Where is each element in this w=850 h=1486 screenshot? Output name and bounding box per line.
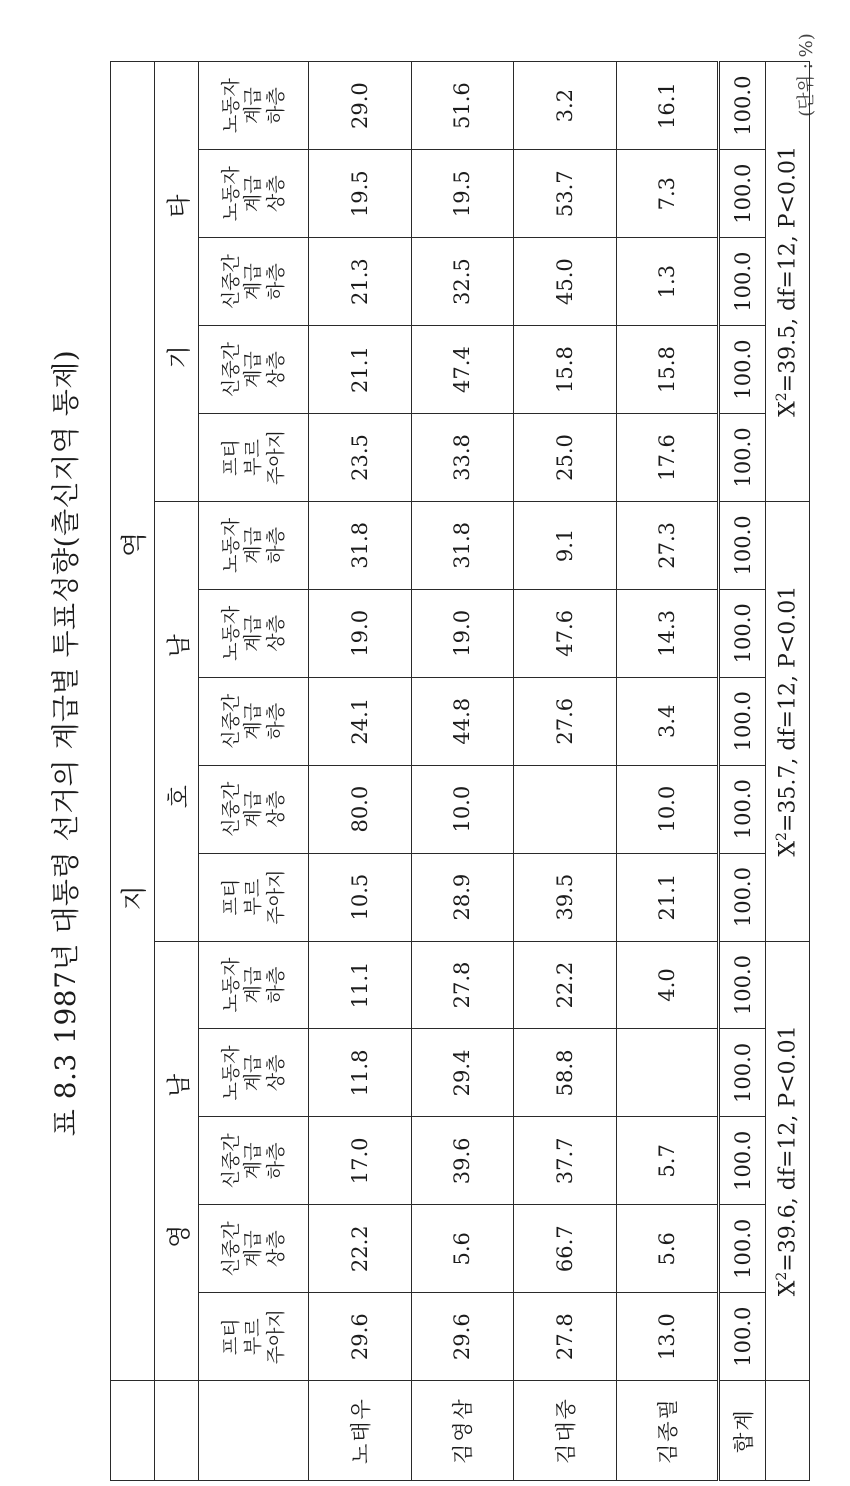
value-cell: 27.6	[514, 677, 617, 765]
corner-cell	[199, 1381, 309, 1481]
class-header-line: 계급	[242, 351, 265, 388]
class-header-line: 하층	[264, 87, 287, 124]
page-title: 표 8.3 1987년 대통령 선거의 계급별 투표성향(출신지역 통제)	[49, 349, 82, 1137]
value-cell: 45.0	[514, 238, 617, 326]
value-cell: 32.5	[411, 238, 514, 326]
class-header-line: 계급	[242, 263, 265, 300]
value-cell: 10.0	[616, 765, 719, 853]
class-header-line: 계급	[242, 702, 265, 740]
value-cell: 17.0	[309, 1117, 412, 1205]
value-cell: 100.0	[719, 150, 766, 238]
class-header-line: 노동자	[219, 166, 242, 222]
value-cell: 100.0	[719, 501, 766, 589]
value-cell: 100.0	[719, 414, 766, 502]
value-cell: 100.0	[719, 1205, 766, 1293]
row-label: 노태우	[309, 1381, 412, 1481]
value-cell: 100.0	[719, 62, 766, 150]
value-cell: 28.9	[411, 853, 514, 941]
value-cell: 7.3	[616, 150, 719, 238]
value-cell: 100.0	[719, 1029, 766, 1117]
value-cell: 25.0	[514, 414, 617, 502]
class-header-line: 신중간	[219, 1133, 242, 1189]
class-header-line: 부르	[242, 439, 265, 476]
chi-stat-text: =39.5, df=12, P<0.01	[775, 146, 801, 393]
class-header-line: 노동자	[219, 517, 242, 573]
value-cell	[616, 1029, 719, 1117]
class-header-cell	[199, 501, 309, 589]
value-cell: 100.0	[719, 1117, 766, 1205]
value-cell: 37.7	[514, 1117, 617, 1205]
value-cell: 58.8	[514, 1029, 617, 1117]
row-label: 합계	[719, 1381, 766, 1481]
value-cell: 11.8	[309, 1029, 412, 1117]
value-cell: 21.1	[309, 326, 412, 414]
value-cell: 27.8	[514, 1293, 617, 1381]
table-container	[110, 61, 810, 1481]
value-cell: 100.0	[719, 326, 766, 414]
class-header-line: 상층	[264, 351, 287, 388]
value-cell: 80.0	[309, 765, 412, 853]
group-header-honam: 호 남	[155, 501, 199, 941]
value-cell: 9.1	[514, 501, 617, 589]
value-cell: 19.0	[411, 589, 514, 677]
class-header-line: 하층	[264, 527, 287, 564]
value-cell: 5.6	[411, 1205, 514, 1293]
class-header-line: 계급	[242, 87, 265, 124]
corner-cell	[155, 1381, 199, 1481]
value-cell: 19.0	[309, 589, 412, 677]
value-cell: 21.3	[309, 238, 412, 326]
class-header-line: 계급	[242, 966, 265, 1004]
value-cell: 4.0	[616, 941, 719, 1029]
row-label: 김대중	[514, 1381, 617, 1481]
class-header-cell	[199, 238, 309, 326]
value-cell: 17.6	[616, 414, 719, 502]
value-cell: 22.2	[309, 1205, 412, 1293]
class-header-line: 계급	[242, 1054, 265, 1092]
value-cell: 15.8	[616, 326, 719, 414]
class-header-line: 노동자	[219, 605, 242, 661]
value-cell: 100.0	[719, 765, 766, 853]
value-cell: 29.6	[411, 1293, 514, 1381]
class-header-line: 프티	[219, 439, 242, 476]
class-header-line: 계급	[242, 527, 265, 564]
class-header-cell	[199, 150, 309, 238]
class-header-cell	[199, 1293, 309, 1381]
value-cell: 22.2	[514, 941, 617, 1029]
group-header-yeongnam: 영 남	[155, 941, 199, 1381]
value-cell: 13.0	[616, 1293, 719, 1381]
class-header-line: 하층	[264, 1142, 287, 1180]
class-header-line: 주아지	[264, 429, 287, 486]
class-header-line: 프티	[219, 878, 242, 916]
chi-stat-text: =35.7, df=12, P<0.01	[775, 585, 801, 833]
value-cell: 3.4	[616, 677, 719, 765]
value-cell: 27.3	[616, 501, 719, 589]
data-table	[110, 61, 810, 1481]
value-cell: 47.4	[411, 326, 514, 414]
class-header-cell	[199, 853, 309, 941]
chi-symbol: X	[775, 401, 801, 417]
chi-symbol: X	[775, 841, 801, 857]
class-header-cell	[199, 1205, 309, 1293]
class-header-line: 노동자	[219, 1045, 242, 1101]
value-cell: 24.1	[309, 677, 412, 765]
chi-square-stat	[766, 62, 810, 502]
value-cell: 14.3	[616, 589, 719, 677]
value-cell: 21.1	[616, 853, 719, 941]
table-row	[719, 62, 766, 1481]
class-header-line: 계급	[242, 790, 265, 828]
class-header-line: 노동자	[219, 78, 242, 134]
table-row	[411, 62, 514, 1481]
class-header-line: 상층	[264, 1230, 287, 1268]
value-cell: 10.5	[309, 853, 412, 941]
value-cell: 44.8	[411, 677, 514, 765]
class-header-line: 부르	[242, 1318, 265, 1356]
value-cell: 11.1	[309, 941, 412, 1029]
value-cell: 29.6	[309, 1293, 412, 1381]
chi-symbol: X	[775, 1280, 801, 1297]
value-cell: 31.8	[411, 501, 514, 589]
chi-square-stat	[766, 501, 810, 941]
chi-stat-text: =39.6, df=12, P<0.01	[775, 1025, 801, 1272]
chi-superscript: 2	[774, 832, 791, 841]
value-cell: 33.8	[411, 414, 514, 502]
value-cell: 39.5	[514, 853, 617, 941]
class-header-row	[199, 62, 309, 1481]
class-header-line: 하층	[264, 263, 287, 300]
class-header-cell	[199, 62, 309, 150]
corner-cell	[111, 1381, 155, 1481]
chi-superscript: 2	[774, 1271, 791, 1281]
class-header-line: 상층	[264, 614, 287, 652]
value-cell	[514, 765, 617, 853]
value-cell: 39.6	[411, 1117, 514, 1205]
value-cell: 3.2	[514, 62, 617, 150]
chi-superscript: 2	[774, 392, 791, 402]
value-cell: 16.1	[616, 62, 719, 150]
value-cell: 29.0	[309, 62, 412, 150]
value-cell: 100.0	[719, 238, 766, 326]
class-header-line: 하층	[264, 966, 287, 1004]
row-label: 김종필	[616, 1381, 719, 1481]
stats-row	[766, 62, 810, 1481]
value-cell: 5.7	[616, 1117, 719, 1205]
class-header-cell	[199, 414, 309, 502]
unit-label: (단위 : %)	[796, 33, 817, 117]
value-cell: 1.3	[616, 238, 719, 326]
class-header-line: 상층	[264, 175, 287, 213]
value-cell: 53.7	[514, 150, 617, 238]
table-row	[514, 62, 617, 1481]
class-header-line: 신중간	[219, 254, 242, 310]
value-cell: 23.5	[309, 414, 412, 502]
class-header-line: 주아지	[264, 869, 287, 925]
value-cell: 27.8	[411, 941, 514, 1029]
class-header-cell	[199, 326, 309, 414]
class-header-line: 계급	[242, 1230, 265, 1268]
value-cell: 10.0	[411, 765, 514, 853]
class-header-cell	[199, 941, 309, 1029]
class-header-cell	[199, 1029, 309, 1117]
value-cell: 47.6	[514, 589, 617, 677]
class-header-cell	[199, 1117, 309, 1205]
value-cell: 100.0	[719, 677, 766, 765]
class-header-line: 상층	[264, 790, 287, 828]
table-row	[616, 62, 719, 1481]
class-header-line: 계급	[242, 614, 265, 652]
class-header-line: 계급	[242, 175, 265, 213]
value-cell: 19.5	[411, 150, 514, 238]
class-header-line: 하층	[264, 702, 287, 740]
value-cell: 100.0	[719, 589, 766, 677]
table-body	[309, 62, 766, 1481]
value-cell: 66.7	[514, 1205, 617, 1293]
chi-square-stat	[766, 941, 810, 1381]
value-cell: 100.0	[719, 941, 766, 1029]
table-row	[309, 62, 412, 1481]
class-header-line: 신중간	[219, 1221, 242, 1277]
class-header-line: 프티	[219, 1318, 242, 1356]
value-cell: 19.5	[309, 150, 412, 238]
corner-cell	[766, 1381, 810, 1481]
row-label: 김영삼	[411, 1381, 514, 1481]
class-header-line: 계급	[242, 1142, 265, 1180]
value-cell: 29.4	[411, 1029, 514, 1117]
class-header-line: 부르	[242, 878, 265, 916]
region-header: 지 역	[111, 62, 155, 1381]
class-header-line: 신중간	[219, 693, 242, 749]
class-header-line: 신중간	[219, 781, 242, 837]
group-header-other: 기 타	[155, 62, 199, 502]
class-header-cell	[199, 765, 309, 853]
class-header-cell	[199, 589, 309, 677]
value-cell: 31.8	[309, 501, 412, 589]
class-header-line: 상층	[264, 1054, 287, 1092]
value-cell: 5.6	[616, 1205, 719, 1293]
class-header-line: 주아지	[264, 1309, 287, 1365]
value-cell: 100.0	[719, 853, 766, 941]
value-cell: 15.8	[514, 326, 617, 414]
class-header-line: 신중간	[219, 342, 242, 398]
class-header-cell	[199, 677, 309, 765]
value-cell: 51.6	[411, 62, 514, 150]
class-header-line: 노동자	[219, 957, 242, 1013]
value-cell: 100.0	[719, 1293, 766, 1381]
